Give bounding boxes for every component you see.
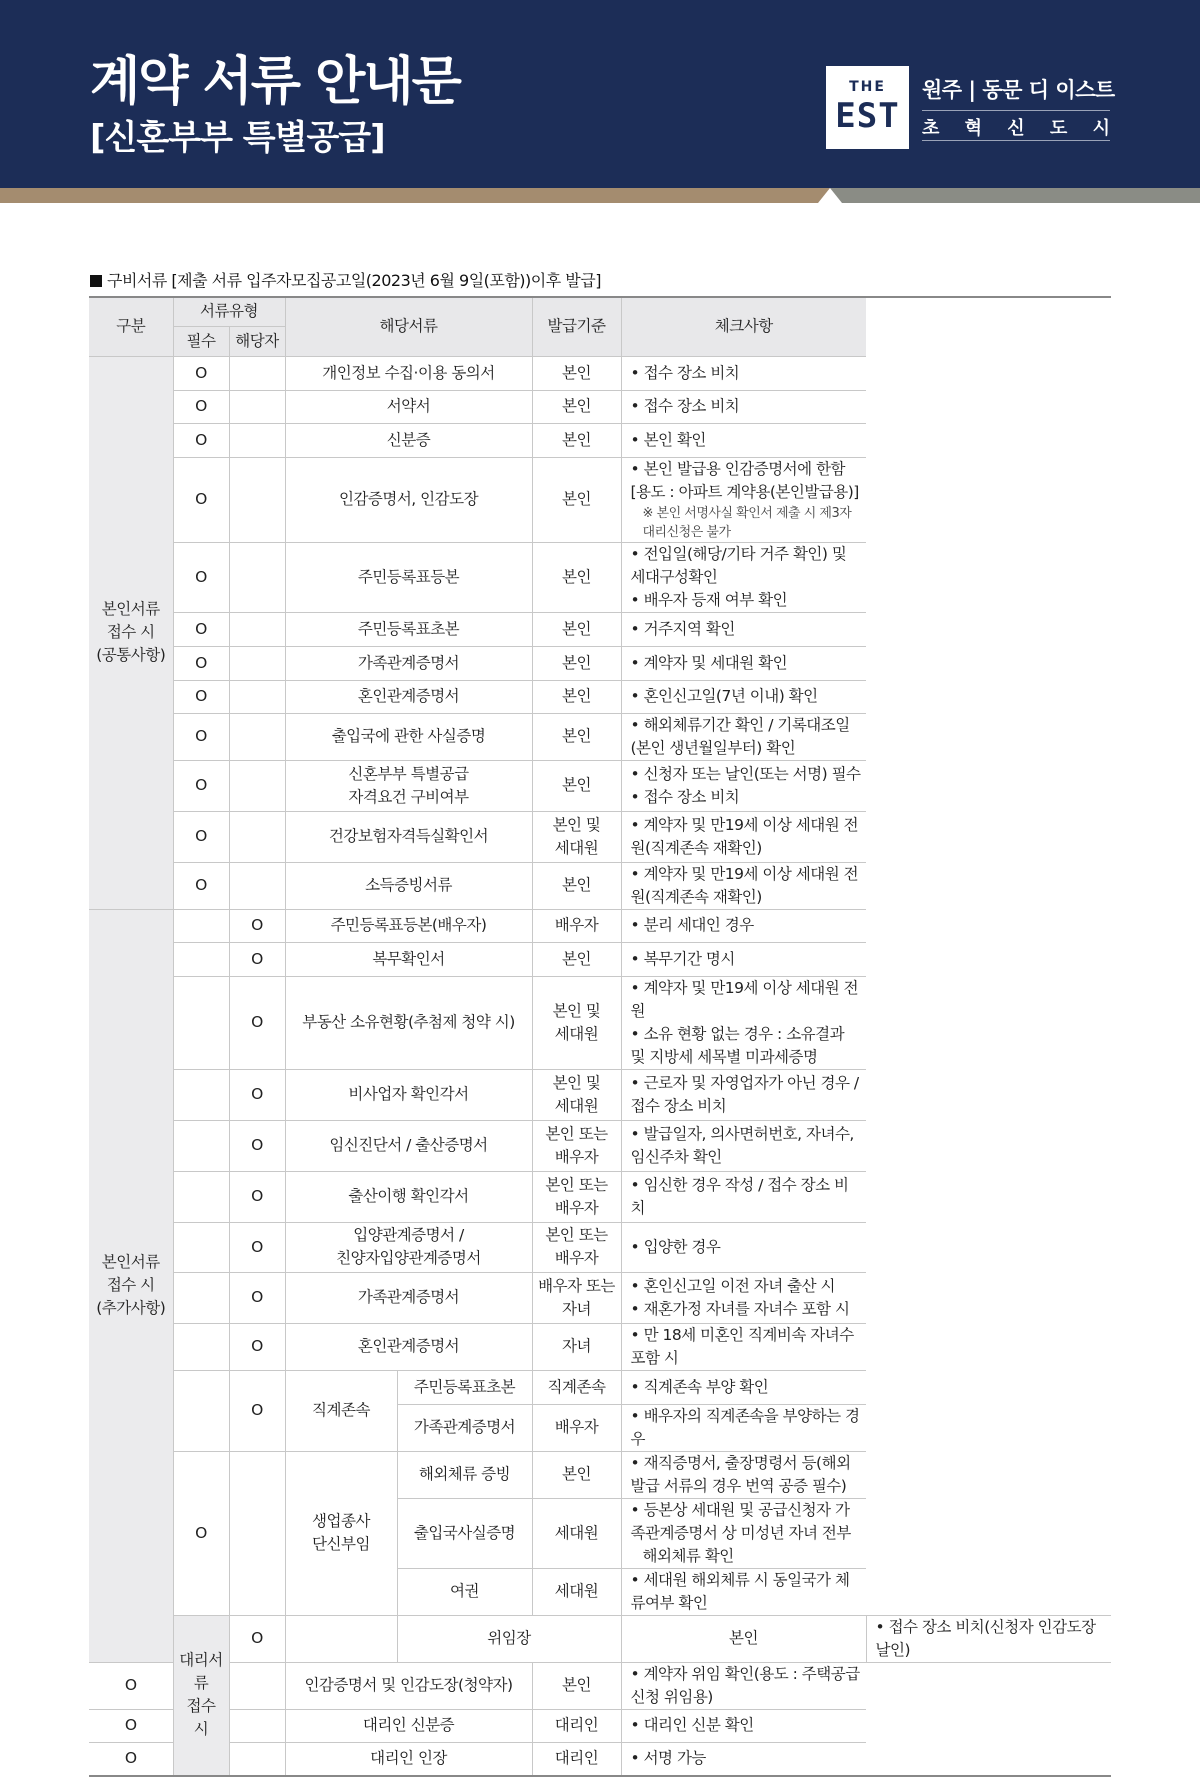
applicable-cell: [229, 1709, 285, 1742]
issuer-cell: 본인 및 세대원: [532, 1069, 621, 1120]
check-cell: • 접수 장소 비치: [621, 356, 866, 390]
check-cell: • 배우자의 직계존속을 부양하는 경우: [621, 1404, 866, 1451]
header-doc-type: 서류유형: [173, 297, 285, 326]
required-mark: O: [229, 1615, 285, 1662]
required-cell: [173, 1222, 229, 1272]
issuer-cell: 본인: [532, 423, 621, 457]
brand-divider: [922, 110, 1110, 111]
header-issuer: 발급기준: [532, 297, 621, 356]
table-row: [89, 542, 1111, 612]
check-cell: • 분리 세대인 경우: [621, 909, 866, 942]
check-cell: • 계약자 위임 확인(용도 : 주택공급신청 위임용): [621, 1662, 866, 1709]
table-row: [89, 680, 1111, 713]
document-cell: 위임장: [397, 1615, 621, 1662]
applicable-cell: [229, 811, 285, 862]
check-cell: • 신청자 또는 날인(또는 서명) 필수 • 접수 장소 비치: [621, 760, 866, 811]
applicable-mark: O: [229, 976, 285, 1069]
table-row: [89, 1662, 1111, 1709]
issuer-cell: 본인: [532, 942, 621, 976]
applicable-cell: [229, 1451, 285, 1615]
required-mark: O: [89, 1742, 173, 1776]
check-cell: • 전입일(해당/기타 거주 확인) 및 세대구성확인 • 배우자 등재 여부 확인: [621, 542, 866, 612]
table-row: [89, 862, 1111, 909]
table-row: [89, 1742, 1111, 1776]
issuer-cell: 본인: [532, 1451, 621, 1498]
group-label-proxy: 대리서류 접수 시: [173, 1615, 229, 1776]
table-row: [89, 423, 1111, 457]
check-note: ※ 본인 서명사실 확인서 제출 시 제3자 대리신청은 불가: [642, 505, 852, 540]
document-cell: 해외체류 증빙: [397, 1451, 532, 1498]
document-cell: 주민등록표초본: [285, 612, 532, 646]
issuer-cell: 세대원: [532, 1568, 621, 1615]
required-mark: O: [173, 1451, 229, 1615]
check-cell: • 세대원 해외체류 시 동일국가 체류여부 확인: [621, 1568, 866, 1615]
table-row: [89, 1615, 1111, 1662]
document-cell: 주민등록표등본: [285, 542, 532, 612]
required-mark: O: [173, 457, 229, 542]
document-cell: 신분증: [285, 423, 532, 457]
check-cell: • 접수 장소 비치(신청자 인감도장 날인): [866, 1615, 1111, 1662]
document-cell: 신혼부부 특별공급 자격요건 구비여부: [285, 760, 532, 811]
check-cell: • 접수 장소 비치: [621, 390, 866, 423]
check-cell: • 만 18세 미혼인 직계비속 자녀수 포함 시: [621, 1323, 866, 1370]
logo-the-text: THE: [849, 79, 886, 95]
issuer-cell: 배우자 또는 자녀: [532, 1272, 621, 1323]
applicable-cell: [229, 680, 285, 713]
applicable-cell: [229, 713, 285, 760]
document-cell: 부동산 소유현황(추첨제 청약 시): [285, 976, 532, 1069]
brand-divider: [922, 140, 1110, 141]
table-row: [89, 1709, 1111, 1742]
group-label-common: 본인서류 접수 시 (공통사항): [89, 356, 173, 909]
accent-stripe-gray: [830, 188, 1200, 203]
issuer-cell: 본인: [532, 356, 621, 390]
table-row: [89, 942, 1111, 976]
required-cell: [173, 942, 229, 976]
document-cell: 임신진단서 / 출산증명서: [285, 1120, 532, 1171]
document-cell: 대리인 신분증: [285, 1709, 532, 1742]
header-required: 필수: [173, 326, 229, 356]
check-cell: • 재직증명서, 출장명령서 등(해외 발급 서류의 경우 번역 공증 필수): [621, 1451, 866, 1498]
applicable-cell: [229, 1662, 285, 1709]
document-cell: 주민등록표등본(배우자): [285, 909, 532, 942]
applicable-cell: [229, 356, 285, 390]
issuer-cell: 본인: [532, 713, 621, 760]
required-mark: O: [173, 423, 229, 457]
issuer-cell: 배우자: [532, 1404, 621, 1451]
document-cell: 가족관계증명서: [397, 1404, 532, 1451]
issuer-cell: 본인: [532, 542, 621, 612]
applicable-cell: [229, 542, 285, 612]
document-cell: 가족관계증명서: [285, 646, 532, 680]
issuer-cell: 세대원: [532, 1498, 621, 1568]
applicable-cell: [229, 646, 285, 680]
required-mark: O: [173, 760, 229, 811]
applicable-mark: O: [229, 1323, 285, 1370]
applicable-mark: O: [229, 1069, 285, 1120]
check-cell: • 등본상 세대원 및 공급신청자 가족관계증명서 상 미성년 자녀 전부 해외체류 확인: [621, 1498, 866, 1568]
issuer-cell: 본인: [532, 1662, 621, 1709]
check-cell: • 발급일자, 의사면허번호, 자녀수, 임신주차 확인: [621, 1120, 866, 1171]
applicable-mark: O: [229, 1222, 285, 1272]
parent-document-cell: 생업종사 단신부임: [285, 1451, 397, 1615]
header-document: 해당서류: [285, 297, 532, 356]
accent-stripe-gold: [0, 188, 830, 203]
required-cell: [173, 909, 229, 942]
check-cell: • 복무기간 명시: [621, 942, 866, 976]
check-cell: • 계약자 및 만19세 이상 세대원 전원(직계존속 재확인): [621, 811, 866, 862]
check-cell: • 근로자 및 자영업자가 아닌 경우 / 접수 장소 비치: [621, 1069, 866, 1120]
check-cell: • 본인 발급용 인감증명서에 한함[용도 : 아파트 계약용(본인발급용)] ※ 본인 서명사실 확인서 제출 시 제3자 대리신청은 불가: [621, 457, 866, 542]
issuer-cell: 본인: [532, 646, 621, 680]
brand-logo: [826, 66, 909, 149]
required-mark: O: [173, 713, 229, 760]
issuer-cell: 본인 또는 배우자: [532, 1120, 621, 1171]
document-cell: 개인정보 수집·이용 동의서: [285, 356, 532, 390]
table-row: [89, 390, 1111, 423]
required-cell: [173, 1120, 229, 1171]
applicable-cell: [285, 1615, 397, 1662]
check-cell: • 입양한 경우: [621, 1222, 866, 1272]
document-cell: 서약서: [285, 390, 532, 423]
table-row: [89, 646, 1111, 680]
header-check: 체크사항: [621, 297, 866, 356]
documents-table: [89, 296, 1111, 1777]
required-mark: O: [173, 612, 229, 646]
table-row: [89, 713, 1111, 760]
header-banner: [0, 0, 1200, 188]
required-mark: O: [89, 1709, 173, 1742]
issuer-cell: 대리인: [532, 1709, 621, 1742]
slogan-char: 신: [1007, 118, 1025, 139]
issuer-cell: 대리인: [532, 1742, 621, 1776]
document-cell: 소득증빙서류: [285, 862, 532, 909]
required-mark: O: [173, 680, 229, 713]
check-cell: • 직계존속 부양 확인: [621, 1370, 866, 1404]
document-cell: 대리인 인장: [285, 1742, 532, 1776]
required-mark: O: [173, 646, 229, 680]
applicable-mark: O: [229, 1120, 285, 1171]
table-row: [89, 1370, 1111, 1404]
required-cell: [173, 1323, 229, 1370]
issuer-cell: 본인: [532, 862, 621, 909]
applicable-mark: O: [229, 942, 285, 976]
check-cell: • 해외체류기간 확인 / 기록대조일(본인 생년월일부터) 확인: [621, 713, 866, 760]
table-row: [89, 457, 1111, 542]
brand-slogan: [922, 114, 1110, 140]
document-cell: 가족관계증명서: [285, 1272, 532, 1323]
section-title-text: 구비서류 [제출 서류 입주자모집공고일(2023년 6월 9일(포함))이후 발급]: [107, 271, 601, 290]
page-subtitle: [신혼부부 특별공급]: [90, 118, 385, 158]
issuer-cell: 본인 및 세대원: [532, 976, 621, 1069]
applicable-cell: [229, 1742, 285, 1776]
table-row: [89, 1120, 1111, 1171]
issuer-cell: 본인: [532, 680, 621, 713]
issuer-cell: 자녀: [532, 1323, 621, 1370]
table-row: [89, 1272, 1111, 1323]
check-cell: • 계약자 및 만19세 이상 세대원 전원 • 소유 현황 없는 경우 : 소유결과 및 지방세 세목별 미과세증명: [621, 976, 866, 1069]
required-mark: O: [89, 1662, 173, 1709]
document-cell: 출입국에 관한 사실증명: [285, 713, 532, 760]
slogan-char: 혁: [964, 118, 983, 139]
document-cell: 건강보험자격득실확인서: [285, 811, 532, 862]
issuer-cell: 직계존속: [532, 1370, 621, 1404]
applicable-cell: [229, 457, 285, 542]
table-row: [89, 1222, 1111, 1272]
required-cell: [173, 1069, 229, 1120]
check-cell: • 거주지역 확인: [621, 612, 866, 646]
section-title: [90, 268, 601, 291]
check-cell: • 혼인신고일(7년 이내) 확인: [621, 680, 866, 713]
document-cell: 인감증명서, 인감도장: [285, 457, 532, 542]
table-row: [89, 1069, 1111, 1120]
document-cell: 혼인관계증명서: [285, 1323, 532, 1370]
table-row: [89, 356, 1111, 390]
issuer-cell: 본인: [532, 612, 621, 646]
header-category: 구분: [89, 297, 173, 356]
required-mark: O: [173, 390, 229, 423]
table-row: [89, 811, 1111, 862]
slogan-char: 도: [1049, 118, 1068, 139]
header-applicable: 해당자: [229, 326, 285, 356]
issuer-cell: 본인: [621, 1615, 866, 1662]
required-mark: O: [173, 356, 229, 390]
issuer-cell: 본인 또는 배우자: [532, 1171, 621, 1222]
applicable-cell: [229, 423, 285, 457]
parent-document-cell: 직계존속: [285, 1370, 397, 1451]
required-mark: O: [173, 862, 229, 909]
document-cell: 출입국사실증명: [397, 1498, 532, 1568]
required-mark: O: [173, 542, 229, 612]
document-cell: 입양관계증명서 / 친양자입양관계증명서: [285, 1222, 532, 1272]
table-row: [89, 1451, 1111, 1498]
issuer-cell: 본인: [532, 760, 621, 811]
table-row: [89, 1323, 1111, 1370]
check-cell: • 대리인 신분 확인: [621, 1709, 866, 1742]
check-cell: • 계약자 및 만19세 이상 세대원 전원(직계존속 재확인): [621, 862, 866, 909]
issuer-cell: 본인: [532, 390, 621, 423]
table-row: [89, 612, 1111, 646]
page-title: 계약 서류 안내문: [90, 52, 460, 112]
applicable-cell: [229, 760, 285, 811]
slogan-char: 초: [922, 118, 940, 139]
document-cell: 인감증명서 및 인감도장(청약자): [285, 1662, 532, 1709]
required-cell: [173, 1171, 229, 1222]
applicable-mark: O: [229, 1272, 285, 1323]
table-row: [89, 760, 1111, 811]
document-cell: 비사업자 확인각서: [285, 1069, 532, 1120]
applicable-mark: O: [229, 1171, 285, 1222]
stripe-notch: [818, 188, 842, 203]
table-row: [89, 976, 1111, 1069]
table-row: [89, 1171, 1111, 1222]
slogan-char: 시: [1092, 118, 1110, 139]
square-bullet-icon: [90, 275, 102, 287]
check-cell: • 본인 확인: [621, 423, 866, 457]
document-cell: 출산이행 확인각서: [285, 1171, 532, 1222]
brand-name: 원주 | 동문 디 이스트: [922, 78, 1115, 102]
document-cell: 복무확인서: [285, 942, 532, 976]
applicable-cell: [229, 862, 285, 909]
logo-est-text: EST: [835, 96, 900, 136]
document-cell: 여권: [397, 1568, 532, 1615]
required-cell: [173, 1370, 229, 1451]
issuer-cell: 본인 또는 배우자: [532, 1222, 621, 1272]
issuer-cell: 본인: [532, 457, 621, 542]
required-mark: O: [173, 811, 229, 862]
check-cell: • 혼인신고일 이전 자녀 출산 시 • 재혼가정 자녀를 자녀수 포함 시: [621, 1272, 866, 1323]
required-cell: [173, 976, 229, 1069]
applicable-mark: O: [229, 1370, 285, 1451]
issuer-cell: 본인 및 세대원: [532, 811, 621, 862]
applicable-cell: [229, 612, 285, 646]
document-cell: 주민등록표초본: [397, 1370, 532, 1404]
check-cell: • 서명 가능: [621, 1742, 866, 1776]
check-cell: • 계약자 및 세대원 확인: [621, 646, 866, 680]
check-cell: • 임신한 경우 작성 / 접수 장소 비치: [621, 1171, 866, 1222]
table-row: [89, 909, 1111, 942]
issuer-cell: 배우자: [532, 909, 621, 942]
applicable-mark: O: [229, 909, 285, 942]
document-cell: 혼인관계증명서: [285, 680, 532, 713]
group-label-additional: 본인서류 접수 시 (추가사항): [89, 909, 173, 1662]
required-cell: [173, 1272, 229, 1323]
applicable-cell: [229, 390, 285, 423]
